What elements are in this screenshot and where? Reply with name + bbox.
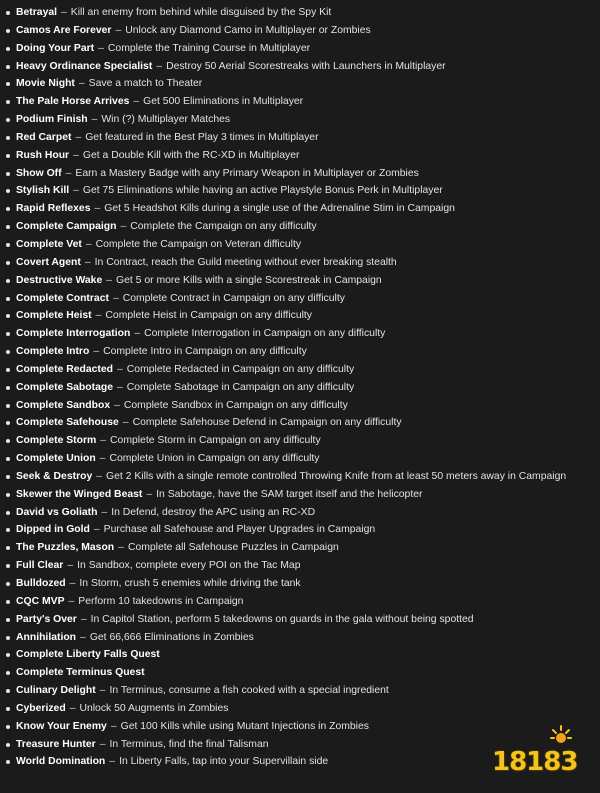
achievement-description: Earn a Mastery Badge with any Primary Weapon in Multiplayer or Zombies <box>75 167 419 179</box>
list-item <box>0 539 600 557</box>
achievement-name: Complete Contract <box>16 292 109 304</box>
list-item <box>0 254 600 272</box>
achievement-name: Complete Storm <box>16 435 97 447</box>
dash-separator: – <box>95 310 102 322</box>
achievement-description: In Terminus, consume a fish cooked with a special ingredient <box>109 685 389 697</box>
list-item <box>0 218 600 236</box>
dash-separator: – <box>156 60 163 72</box>
list-item <box>0 629 600 647</box>
achievement-description: Kill an enemy from behind while disguised by the Spy Kit <box>70 7 332 18</box>
list-item <box>0 343 600 361</box>
dash-separator: – <box>73 185 79 197</box>
achievement-description: Get a Double Kill with the RC-XD in Multiplayer <box>82 149 300 161</box>
achievement-description: Complete Intro in Campaign on any difficulty <box>103 346 307 358</box>
list-item <box>0 646 600 664</box>
list-item <box>0 307 600 325</box>
list-item <box>0 111 600 129</box>
list-item <box>0 236 600 254</box>
dash-separator: – <box>69 578 76 589</box>
dash-separator: – <box>96 470 103 482</box>
list-item <box>0 664 600 682</box>
list-item <box>0 361 600 379</box>
dash-separator: – <box>112 292 119 304</box>
list-item <box>0 93 600 111</box>
achievement-name: Podium Finish <box>16 114 88 126</box>
dash-separator: – <box>78 78 85 90</box>
dash-separator: – <box>65 167 72 179</box>
achievement-description: Purchase all Safehouse and Player Upgrades in Campaign <box>103 524 376 536</box>
dash-separator: – <box>61 7 67 18</box>
dash-separator: – <box>98 42 104 54</box>
list-item <box>0 22 600 40</box>
list-item <box>0 182 600 200</box>
dash-separator: – <box>93 346 100 358</box>
dash-separator: – <box>68 595 75 607</box>
achievement-name: Doing Your Part <box>16 42 95 54</box>
achievement-name: David vs Goliath <box>16 506 98 518</box>
achievement-name: World Domination <box>16 756 106 768</box>
achievement-name: Show Off <box>16 167 62 179</box>
achievement-description: Complete the Campaign on any difficulty <box>130 221 317 233</box>
achievement-name: Betrayal <box>16 7 58 18</box>
achievement-name: Movie Night <box>16 78 75 90</box>
list-item <box>0 397 600 415</box>
dash-separator: – <box>80 631 86 643</box>
achievement-name: Complete Union <box>16 453 96 465</box>
achievement-name: Red Carpet <box>16 131 72 143</box>
achievement-name: Know Your Enemy <box>16 720 107 732</box>
dash-separator: – <box>109 756 116 768</box>
sun-logo-icon <box>550 725 572 747</box>
dash-separator: – <box>120 221 127 233</box>
list-item <box>0 58 600 76</box>
achievement-name: Heavy Ordinance Specialist <box>16 60 153 72</box>
achievement-description: In Storm, crush 5 enemies while driving the tank <box>79 578 301 589</box>
list-item <box>0 272 600 290</box>
dash-separator: – <box>110 720 117 732</box>
achievement-description: Complete Sabotage in Campaign on any difficulty <box>126 381 355 393</box>
achievement-name: Covert Agent <box>16 256 81 268</box>
dash-separator: – <box>133 96 140 108</box>
watermark-text: 18183 <box>492 747 578 777</box>
achievement-name: Complete Campaign <box>16 221 117 233</box>
achievement-name: Party's Over <box>16 613 77 625</box>
list-item <box>0 432 600 450</box>
achievement-description: Complete the Training Course in Multiplayer <box>107 42 311 54</box>
dash-separator: – <box>146 488 153 500</box>
dash-separator: – <box>73 149 79 161</box>
list-item <box>0 700 600 718</box>
achievement-description: Complete all Safehouse Puzzles in Campaign <box>127 542 339 554</box>
achievement-name: Bulldozed <box>16 578 66 589</box>
list-item <box>0 75 600 93</box>
achievement-name: Complete Interrogation <box>16 328 131 340</box>
dash-separator: – <box>115 24 122 36</box>
achievement-name: Dipped in Gold <box>16 524 90 536</box>
dash-separator: – <box>118 542 124 554</box>
achievement-name: The Puzzles, Mason <box>16 542 115 554</box>
achievement-name: Cyberized <box>16 702 66 714</box>
achievement-name: Complete Intro <box>16 346 90 358</box>
dash-separator: – <box>117 381 123 393</box>
achievement-description: Complete Redacted in Campaign on any difficulty <box>126 363 355 375</box>
achievement-name: Skewer the Winged Beast <box>16 488 143 500</box>
dash-separator: – <box>134 328 141 340</box>
achievement-name: Culinary Delight <box>16 685 96 697</box>
list-item <box>0 290 600 308</box>
achievement-description: Complete Safehouse Defend in Campaign on any difficulty <box>132 417 402 429</box>
achievement-description: Get 5 Headshot Kills during a single use of the Adrenaline Stim in Campaign <box>104 203 455 215</box>
achievement-description: Get 100 Kills while using Mutant Injections in Zombies <box>120 720 369 732</box>
list-item <box>0 557 600 575</box>
achievement-description: Complete Storm in Campaign on any difficulty <box>110 435 321 447</box>
dash-separator: – <box>69 702 76 714</box>
dash-separator: – <box>94 203 101 215</box>
list-item <box>0 379 600 397</box>
achievement-name: Complete Terminus Quest <box>16 667 145 679</box>
list-item <box>0 147 600 165</box>
achievement-description: Unlock any Diamond Camo in Multiplayer or Zombies <box>125 24 371 36</box>
list-item <box>0 4 600 22</box>
list-item <box>0 611 600 629</box>
achievement-name: CQC MVP <box>16 595 65 607</box>
achievement-name: Full Clear <box>16 560 64 572</box>
achievement-description: Unlock 50 Augments in Zombies <box>79 702 229 714</box>
achievement-description: In Defend, destroy the APC using an RC-XD <box>111 506 316 518</box>
list-item <box>0 521 600 539</box>
dash-separator: – <box>91 114 98 126</box>
list-item <box>0 325 600 343</box>
achievement-description: Get 5 or more Kills with a single Scorestreak in Campaign <box>116 274 382 286</box>
list-item <box>0 450 600 468</box>
achievement-description: Complete the Campaign on Veteran difficulty <box>95 238 302 250</box>
dash-separator: – <box>114 399 120 411</box>
achievement-description: Destroy 50 Aerial Scorestreaks with Launchers in Multiplayer <box>166 60 446 72</box>
dash-separator: – <box>122 417 129 429</box>
dash-separator: – <box>106 274 113 286</box>
achievement-name: Camos Are Forever <box>16 24 112 36</box>
dash-separator: – <box>84 256 91 268</box>
list-item <box>0 486 600 504</box>
site-watermark <box>492 725 578 777</box>
achievement-name: Rush Hour <box>16 149 70 161</box>
dash-separator: – <box>101 506 108 518</box>
dash-separator: – <box>99 685 106 697</box>
list-item <box>0 682 600 700</box>
achievement-name: Annihilation <box>16 631 77 643</box>
achievement-description: Complete Interrogation in Campaign on any difficulty <box>144 328 386 340</box>
dash-separator: – <box>99 738 106 750</box>
achievement-description: Win (?) Multiplayer Matches <box>101 114 231 126</box>
achievement-name: Complete Heist <box>16 310 92 322</box>
achievement-description: Get 2 Kills with a single remote controlled Throwing Knife from at least 50 meters away in Campaign <box>106 470 567 482</box>
achievement-description: Complete Sandbox in Campaign on any difficulty <box>123 399 348 411</box>
achievement-description: Get featured in the Best Play 3 times in Multiplayer <box>85 131 319 143</box>
achievement-description: In Contract, reach the Guild meeting without ever breaking stealth <box>94 256 397 268</box>
achievement-name: Complete Sandbox <box>16 399 111 411</box>
list-item <box>0 129 600 147</box>
achievement-name: Complete Redacted <box>16 363 114 375</box>
achievement-name: Rapid Reflexes <box>16 203 91 215</box>
achievement-description: In Capitol Station, perform 5 takedowns on guards in the gala without being spotted <box>90 613 474 625</box>
achievement-description: Save a match to Theater <box>88 78 203 90</box>
list-item <box>0 165 600 183</box>
list-item <box>0 414 600 432</box>
achievement-description: Get 66,666 Eliminations in Zombies <box>89 631 254 643</box>
achievement-description: Perform 10 takedowns in Campaign <box>78 595 244 607</box>
achievement-name: Destructive Wake <box>16 274 103 286</box>
list-item <box>0 504 600 522</box>
dash-separator: – <box>67 560 74 572</box>
list-item <box>0 468 600 486</box>
achievement-description: In Sandbox, complete every POI on the Tac Map <box>77 560 301 572</box>
achievement-name: Treasure Hunter <box>16 738 96 750</box>
dash-separator: – <box>99 453 106 465</box>
dash-separator: – <box>85 238 92 250</box>
dash-separator: – <box>100 435 107 447</box>
achievement-description: Complete Contract in Campaign on any difficulty <box>122 292 345 304</box>
achievement-name: Complete Vet <box>16 238 82 250</box>
achievement-name: Stylish Kill <box>16 185 70 197</box>
achievement-description: In Sabotage, have the SAM target itself and the helicopter <box>156 488 423 500</box>
achievement-name: Complete Sabotage <box>16 381 113 393</box>
achievement-name: Complete Safehouse <box>16 417 119 429</box>
achievement-description: Get 75 Eliminations while having an active Playstyle Bonus Perk in Multiplayer <box>82 185 443 197</box>
dash-separator: – <box>93 524 100 536</box>
achievement-name: The Pale Horse Arrives <box>16 96 130 108</box>
list-item <box>0 40 600 58</box>
achievement-name: Seek & Destroy <box>16 470 93 482</box>
dash-separator: – <box>75 131 82 143</box>
achievement-description: In Liberty Falls, tap into your Supervillain side <box>119 756 329 768</box>
dash-separator: – <box>80 613 87 625</box>
achievement-name: Complete Liberty Falls Quest <box>16 649 160 661</box>
list-item <box>0 200 600 218</box>
list-item <box>0 593 600 611</box>
achievement-description: In Terminus, find the final Talisman <box>109 738 269 750</box>
achievement-description: Get 500 Eliminations in Multiplayer <box>143 96 304 108</box>
dash-separator: – <box>117 363 123 375</box>
list-item <box>0 575 600 593</box>
achievement-description: Complete Heist in Campaign on any difficulty <box>105 310 312 322</box>
achievement-description: Complete Union in Campaign on any difficulty <box>109 453 320 465</box>
